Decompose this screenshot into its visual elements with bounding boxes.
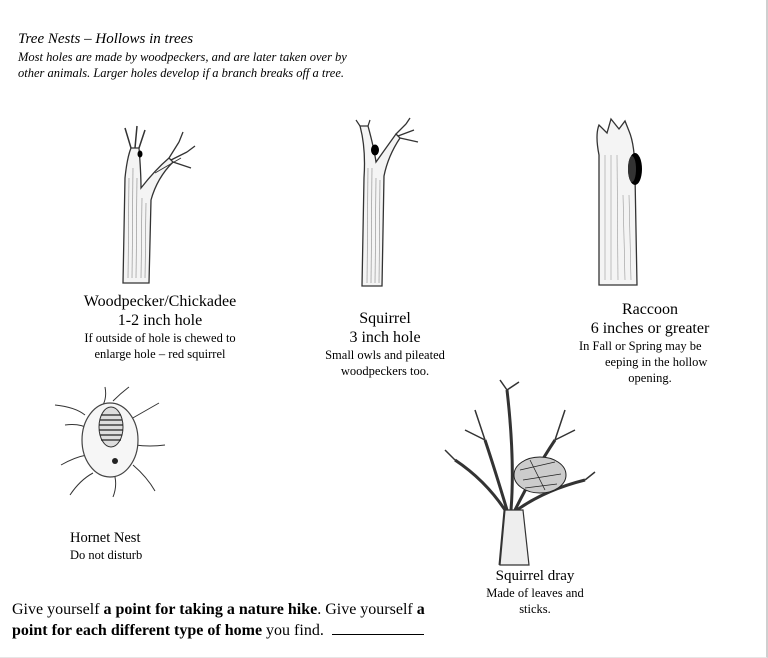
- woodpecker-caption: [60, 292, 260, 362]
- scoring-instructions: [12, 600, 462, 641]
- raccoon-caption: [565, 300, 735, 386]
- instr-text-3: you find.: [262, 622, 324, 639]
- squirrel-dray-illustration: [445, 380, 595, 565]
- page-title: Tree Nests – Hollows in trees: [18, 31, 194, 47]
- intro-text: [18, 49, 438, 81]
- dray-note-2: sticks.: [519, 602, 551, 616]
- answer-blank[interactable]: [332, 620, 424, 635]
- instr-bold-1: a point for taking a nature hike: [103, 601, 318, 618]
- hornet-nest-illustration: [55, 385, 165, 500]
- instr-bold-2b: point for each different type of home: [12, 622, 263, 639]
- squirrel-name: Squirrel: [359, 310, 411, 327]
- instr-text-1: Give yourself: [12, 601, 104, 618]
- woodpecker-tree-illustration: [95, 118, 215, 288]
- dray-name: Squirrel dray: [495, 568, 575, 584]
- hornet-note: Do not disturb: [70, 548, 143, 562]
- intro-line-1: Most holes are made by woodpeckers, and are later taken over by: [18, 50, 347, 64]
- woodpecker-note-2: enlarge hole – red squirrel: [94, 347, 226, 361]
- raccoon-note-2: eeping in the hollow: [605, 355, 708, 369]
- raccoon-name: Raccoon: [622, 301, 678, 318]
- raccoon-note-3: opening.: [628, 371, 672, 385]
- dray-note-1: Made of leaves and: [486, 586, 584, 600]
- woodpecker-size: 1-2 inch hole: [117, 312, 203, 329]
- intro-line-2: other animals. Larger holes develop if a branch breaks off a tree.: [18, 66, 345, 80]
- hornet-caption: [70, 530, 142, 563]
- raccoon-note-1: In Fall or Spring may be: [579, 339, 702, 353]
- woodpecker-note-1: If outside of hole is chewed to: [84, 331, 236, 345]
- squirrel-caption: [300, 309, 470, 379]
- hornet-name: Hornet Nest: [70, 530, 141, 546]
- squirrel-tree-illustration: [340, 118, 430, 288]
- squirrel-note-1: Small owls and pileated: [325, 348, 445, 362]
- dray-caption: [470, 567, 600, 617]
- instr-text-2: . Give yourself: [317, 601, 417, 618]
- squirrel-note-2: woodpeckers too.: [340, 364, 430, 378]
- raccoon-tree-illustration: [585, 115, 665, 290]
- instr-bold-2a: a: [416, 601, 425, 618]
- squirrel-size: 3 inch hole: [349, 329, 421, 346]
- raccoon-size: 6 inches or greater: [590, 320, 710, 337]
- woodpecker-name: Woodpecker/Chickadee: [83, 293, 237, 310]
